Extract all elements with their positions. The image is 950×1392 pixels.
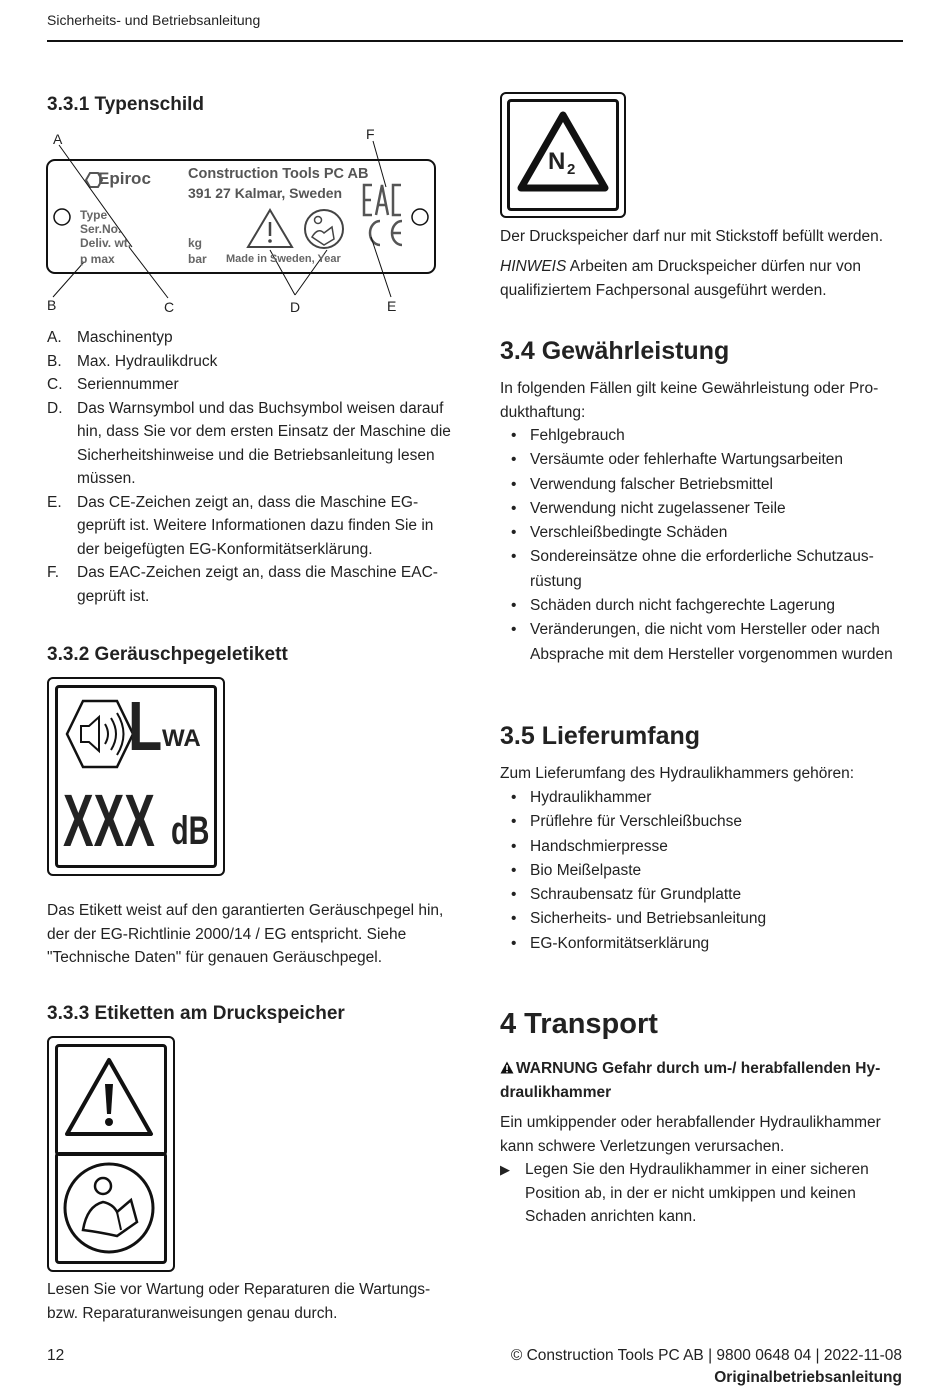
noise-db-unit: dB: [171, 809, 210, 853]
callout-a: A: [53, 131, 63, 147]
speaker-icon: [65, 699, 135, 769]
accumulator-labels: [47, 1036, 175, 1272]
list-item: • Handschmierpresse: [500, 835, 905, 859]
list-item: • Schraubensatz für Grundplatte: [500, 883, 905, 907]
list-item: • Schäden durch nicht fachgerechte Lagerung: [500, 594, 905, 618]
type-plate-figure: [40, 125, 450, 320]
scope-intro: Zum Lieferumfang des Hydraulikhammers gehören:: [500, 765, 855, 782]
legend-item: D. Das Warnsymbol und das Buchsymbol weisen darauf hin, dass Sie vor dem ersten Einsatz der Maschine die Sicherheitshinweise und die Betriebsanleitung lesen müssen.: [47, 399, 451, 487]
legend-item: C. Seriennummer: [47, 376, 179, 393]
plate-field-serno: Ser.No.: [80, 222, 122, 236]
noise-label: [47, 677, 225, 876]
warning-icon: [500, 1061, 514, 1074]
note-text: Arbeiten am Druckspeicher dürfen nur von qualifiziertem Fachpersonal ausgeführt werden.: [500, 258, 861, 299]
plate-made-in: Made in Sweden, Year: [226, 253, 341, 265]
heading-3-5: 3.5 Lieferumfang: [500, 722, 701, 750]
list-item: • Versäumte oder fehlerhafte Wartungsarbeiten: [500, 448, 905, 472]
read-manual-icon: [61, 1160, 157, 1256]
list-item: • EG-Konformitätserklärung: [500, 932, 905, 956]
list-item: • Sondereinsätze ohne die erforderliche Schutzausrüstung: [500, 545, 905, 594]
list-item: • Verwendung falscher Betriebsmittel: [500, 473, 905, 497]
plate-brand: Epiroc: [98, 169, 151, 188]
warning-block: [500, 1057, 905, 1104]
legend-item: A. Maschinentyp: [47, 329, 173, 346]
accumulator-labels-description: Lesen Sie vor Wartung oder Reparaturen die Wartungs- bzw. Reparaturanweisungen genau durch.: [47, 1281, 431, 1322]
list-item: • Veränderungen, die nicht vom Hersteller oder nach Absprache mit dem Hersteller vorgenommen wurden: [500, 618, 905, 667]
warning-title: WARNUNG Gefahr durch um-/ herabfallenden Hydraulikhammer: [500, 1060, 881, 1101]
plate-field-type: Type: [80, 208, 108, 222]
legend-item: F. Das EAC-Zeichen zeigt an, dass die Maschine EAC-geprüft ist.: [47, 564, 438, 605]
list-item: • Hydraulikhammer: [500, 786, 905, 810]
callout-e: E: [387, 298, 397, 314]
scope-of-delivery-list: [500, 786, 905, 956]
list-item: • Verwendung nicht zugelassener Teile: [500, 497, 905, 521]
nitrogen-label: [500, 92, 626, 218]
noise-value-placeholder: XXX: [63, 779, 155, 862]
heading-3-3-2: 3.3.2 Geräuschpegeletikett: [47, 644, 288, 665]
action-step: [500, 1158, 905, 1229]
list-item: • Verschleißbedingte Schäden: [500, 521, 905, 545]
heading-3-3-1: 3.3.1 Typenschild: [47, 94, 204, 115]
nitrogen-note: [500, 255, 905, 302]
list-item: • Sicherheits- und Betriebsanleitung: [500, 907, 905, 931]
nitrogen-description: Der Druckspeicher darf nur mit Stickstoff befüllt werden.: [500, 228, 884, 245]
plate-company: Construction Tools PC AB: [188, 166, 369, 182]
warranty-intro: In folgenden Fällen gilt keine Gewährleistung oder Produkthaftung:: [500, 380, 879, 421]
note-label: HINWEIS: [500, 258, 567, 275]
plate-unit-kg: kg: [188, 236, 203, 250]
legend-item: B. Max. Hydraulikdruck: [47, 352, 218, 370]
warning-text: Ein umkippender oder herabfallender Hydraulikhammer kann schwere Verletzungen verursachen.: [500, 1114, 881, 1155]
heading-4: 4 Transport: [500, 1008, 658, 1040]
type-plate-legend: [47, 326, 452, 608]
header-rule: [47, 40, 903, 42]
footer-doc-type: Originalbetriebsanleitung: [714, 1369, 902, 1386]
running-header: Sicherheits- und Betriebsanleitung: [47, 12, 261, 28]
footer-copyright: © Construction Tools PC AB | 9800 0648 04 | 2022-11-08: [510, 1347, 902, 1364]
callout-f: F: [366, 126, 375, 142]
action-arrow-icon: ▶: [500, 1162, 510, 1177]
plate-field-pmax: p max: [80, 252, 115, 266]
noise-l-symbol: L: [128, 687, 163, 765]
callout-b: B: [47, 297, 57, 313]
plate-field-weight: Deliv. wt.: [80, 236, 132, 250]
plate-address: 391 27 Kalmar, Sweden: [188, 185, 343, 201]
list-item: • Prüflehre für Verschleißbuchse: [500, 810, 905, 834]
nitrogen-symbol: N: [548, 148, 566, 175]
nitrogen-subscript: 2: [567, 161, 576, 178]
legend-item: E. Das CE-Zeichen zeigt an, dass die Maschine EG-geprüft ist. Weitere Informationen dazu finden Sie in der beigefügten EG-Konformitätserklärung.: [47, 493, 434, 558]
noise-label-description: Das Etikett weist auf den garantierten Geräuschpegel hin, der der EG-Richtlinie 2000/14 / EG entspricht. Siehe "Technische Daten" für genauen Geräuschpegel.: [47, 902, 444, 966]
warning-triangle-icon: [63, 1056, 155, 1138]
action-text: Legen Sie den Hydraulikhammer in einer sicheren Position ab, in der er nicht umkippen und keinen Schaden anrichten kann.: [525, 1161, 869, 1225]
list-item: • Bio Meißelpaste: [500, 859, 905, 883]
heading-3-3-3: 3.3.3 Etiketten am Druckspeicher: [47, 1003, 345, 1024]
callout-d: D: [290, 299, 301, 315]
list-item: • Fehlgebrauch: [500, 424, 905, 448]
page-number: 12: [47, 1347, 65, 1364]
warranty-exclusions-list: [500, 424, 905, 667]
noise-wa-subscript: WA: [162, 725, 201, 752]
heading-3-4: 3.4 Gewährleistung: [500, 337, 730, 365]
plate-unit-bar: bar: [188, 252, 207, 266]
callout-c: C: [164, 299, 175, 315]
